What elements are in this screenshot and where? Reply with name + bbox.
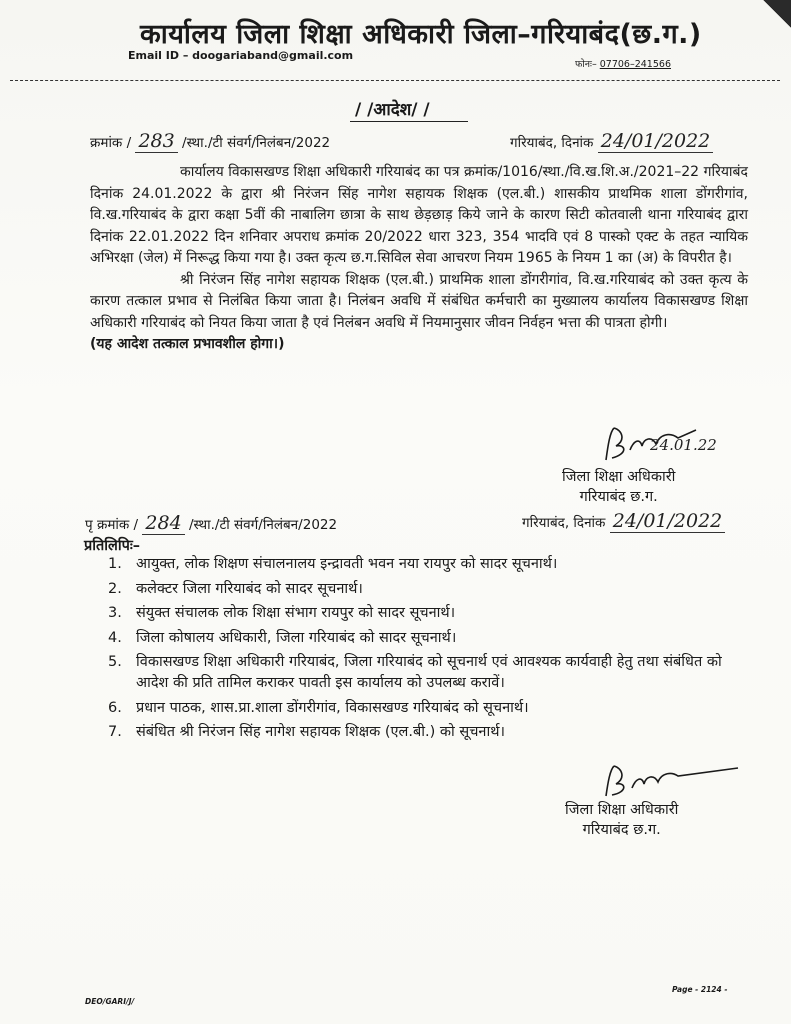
copy-ref-suffix: /स्था./टी संवर्ग/निलंबन/2022 xyxy=(188,517,338,533)
list-item: 5. विकासखण्ड शिक्षा अधिकारी गरियाबंद, जिला गरियाबंद को सूचनार्थ एवं आवश्यक कार्यवाही हेतु तथा संबंधित को आदेश की प्रति तामिल कराकर पावती इस कार्यालय को उपलब्ध करावें। xyxy=(108,654,722,691)
list-item: 1. आयुक्त, लोक शिक्षण संचालनालय इन्द्रावती भवन नया रायपुर को सादर सूचनार्थ। xyxy=(108,556,558,572)
order-ref-suffix: /स्था./टी संवर्ग/निलंबन/2022 xyxy=(182,135,331,151)
copy-ref-prefix: पृ क्रमांक / xyxy=(85,517,139,533)
order-signatory xyxy=(562,467,675,507)
copy-place-date xyxy=(522,510,725,532)
signatory-title: जिला शिक्षा अधिकारी xyxy=(562,469,676,485)
list-item: 7. संबंधित श्री निरंजन सिंह नागेश सहायक शिक्षक (एल.बी.) को सूचनार्थ। xyxy=(108,724,505,740)
copy-date-label: गरियाबंद, दिनांक xyxy=(522,515,606,531)
header-divider xyxy=(10,80,780,81)
office-title: कार्यालय जिला शिक्षा अधिकारी जिला–गरियाबंद(छ.ग.) xyxy=(140,19,702,50)
list-item: 4. जिला कोषालय अधिकारी, जिला गरियाबंद को सादर सूचनार्थ। xyxy=(108,629,457,646)
copy-date: 24/01/2022 xyxy=(610,510,726,533)
footer-reference: DEO/GARI/J/ xyxy=(85,997,135,1006)
order-ref-number: 283 xyxy=(135,130,177,153)
order-paragraph-2: श्री निरंजन सिंह नागेश सहायक शिक्षक (एल.बी.) प्राथमिक शाला डोंगरीगांव, वि.ख.गरियाबंद को उक्त कृत्य के कारण तत्काल प्रभाव से निलंबित किया जाता है। निलंबन अवधि में संबंधित कर्मचारी का मुख्यालय कार्यालय विकासखण्ड शिक्षा अधिकारी गरियाबंद को नियत किया जाता है एवं निलंबन अवधि में नियमानुसार जीवन निर्वहन भत्ता की पात्रता होगी। xyxy=(90,271,748,331)
order-date-label: गरियाबंद, दिनांक xyxy=(510,135,594,151)
page-number: Page - 2124 - xyxy=(672,985,728,994)
order-title-underline xyxy=(350,121,468,122)
order-effective-note: (यह आदेश तत्काल प्रभावशील होगा।) xyxy=(90,336,285,352)
order-date: 24/01/2022 xyxy=(598,130,714,153)
list-item: 2. कलेक्टर जिला गरियाबंद को सादर सूचनार्थ। xyxy=(108,580,363,597)
signatory-place: गरियाबंद छ.ग. xyxy=(579,489,658,505)
signatory-title: जिला शिक्षा अधिकारी xyxy=(565,802,679,818)
order-ref-prefix: क्रमांक / xyxy=(90,135,132,151)
office-phone xyxy=(575,57,671,70)
copy-ref-number: 284 xyxy=(142,512,184,535)
copy-reference xyxy=(85,512,337,534)
order-place-date xyxy=(510,130,713,152)
order-paragraph-1: कार्यालय विकासखण्ड शिक्षा अधिकारी गरियाबंद का पत्र क्रमांक/1016/स्था./वि.ख.शि.अ./2021–22 गरियाबंद दिनांक 24.01.2022 के द्वारा श्री निरंजन सिंह नागेश सहायक शिक्षक (एल.बी.) शासकीय प्राथमिक शाला डोंगरीगांव, वि.ख.गरियाबंद के द्वारा कक्षा 5वीं की नाबालिग छात्रा के साथ छेड़छाड़ किये जाने के कारण सिटी कोतवाली थाना गरियाबंद द्वारा दिनांक 22.01.2022 दिन शनिवार अपराध क्रमांक 20/2022 धारा 323, 354 भादवि एवं 8 पास्को एक्ट के तहत न्यायिक अभिरक्षा (जेल) में निरूद्ध किया गया है। उक्त कृत्य छ.ग.सिविल सेवा आचरण नियम 1965 के नियम 1 का (अ) के विपरीत है। xyxy=(90,164,748,266)
copy-to-label: प्रतिलिपिः– xyxy=(84,538,141,554)
signatory-place: गरियाबंद छ.ग. xyxy=(582,822,661,838)
order-reference xyxy=(90,130,330,152)
signature-2 xyxy=(598,760,748,805)
order-body xyxy=(90,162,748,356)
phone-label: फोनः– xyxy=(575,59,600,70)
copy-to-list xyxy=(108,554,748,747)
order-title: / /आदेश/ / xyxy=(355,100,430,120)
page-corner-shadow xyxy=(763,0,791,28)
list-item: 6. प्रधान पाठक, शास.प्रा.शाला डोंगरीगांव, विकासखण्ड गरियाबंद को सूचनार्थ। xyxy=(108,699,529,716)
signature-date: 24.01.22 xyxy=(650,436,717,454)
office-email: Email ID – doogariaband@gmail.com xyxy=(128,49,354,62)
copy-signatory xyxy=(565,800,678,840)
phone-number: 07706–241566 xyxy=(599,59,671,70)
list-item: 3. संयुक्त संचालक लोक शिक्षा संभाग रायपुर को सादर सूचनार्थ। xyxy=(108,605,456,621)
